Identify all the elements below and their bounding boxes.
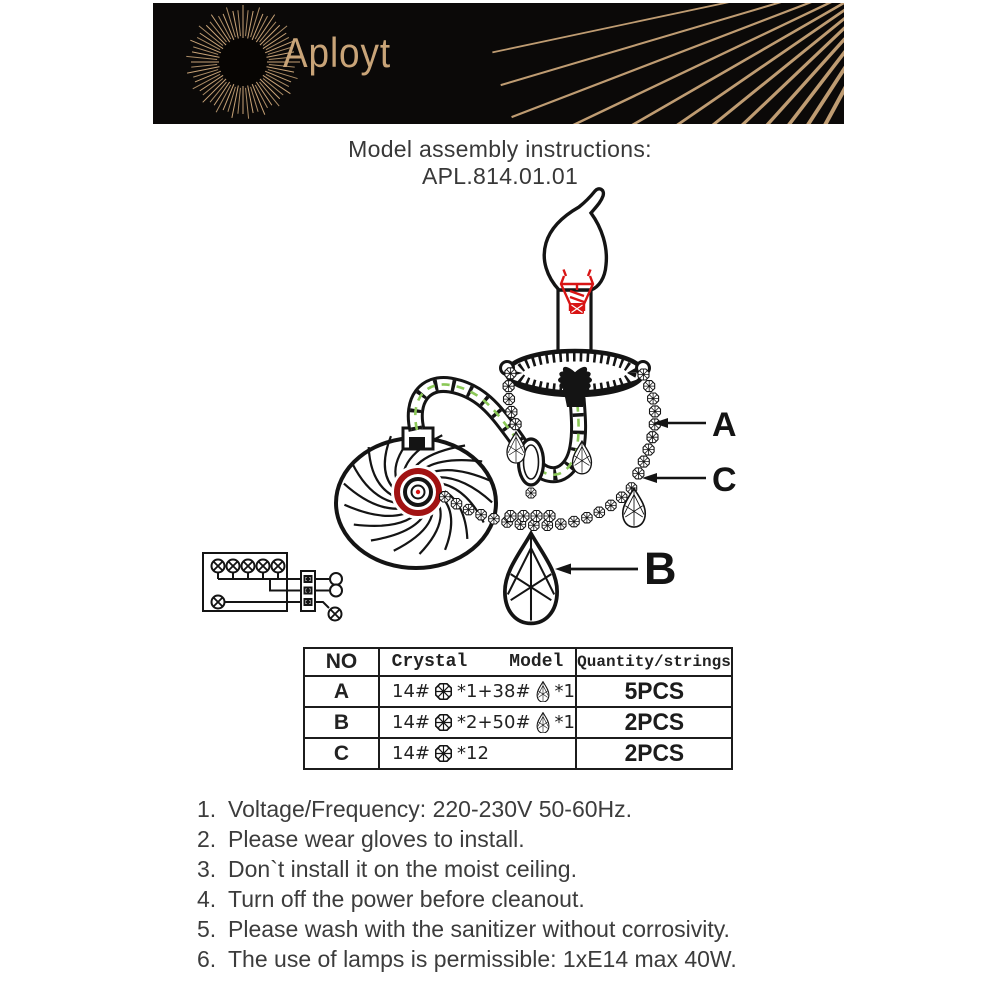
note-item — [197, 944, 737, 974]
table-header-row — [304, 648, 732, 676]
flame-bulb — [544, 189, 606, 290]
note-text: Please wear gloves to install. — [228, 825, 525, 852]
note-number: 3. — [197, 855, 217, 882]
note-number: 1. — [197, 795, 217, 822]
label-a-arrow — [653, 406, 737, 444]
label-c: C — [712, 461, 737, 499]
note-number: 4. — [197, 885, 217, 912]
corner-rays-decoration — [492, 3, 844, 124]
label-c-arrow — [642, 461, 737, 499]
header-quantity: Quantity/strings — [576, 648, 732, 676]
note-number: 5. — [197, 915, 217, 942]
label-b-arrow — [555, 543, 677, 594]
quantity-value: 2PCS — [624, 708, 684, 736]
wiring-diagram — [203, 553, 342, 621]
note-number: 6. — [197, 945, 217, 972]
teardrop-crystal-icon — [536, 712, 550, 733]
header-no: NO — [304, 648, 379, 676]
note-text: Please wash with the sanitizer without corrosivity. — [228, 915, 730, 942]
title-line: Model assembly instructions: — [348, 136, 652, 162]
wall-plate — [336, 432, 496, 568]
sunburst-center — [219, 38, 267, 86]
note-text: Don`t install it on the moist ceiling. — [228, 855, 577, 882]
note-text: Turn off the power before cleanout. — [228, 885, 585, 912]
brand-name: Aployt — [283, 29, 392, 76]
note-item — [197, 854, 737, 884]
bobeche — [501, 351, 650, 407]
table-row-a: A 14# *1+38# *1 5PCS — [304, 676, 732, 707]
label-b: B — [644, 543, 677, 594]
octagon-crystal-icon — [435, 745, 452, 762]
note-item — [197, 824, 737, 854]
large-teardrop-b — [505, 534, 557, 624]
header-crystal-model: Crystal Model — [391, 652, 564, 672]
octagon-crystal-icon — [435, 683, 452, 700]
assembly-diagram — [150, 185, 800, 645]
brand-banner — [153, 3, 844, 124]
crystal-table — [303, 647, 733, 770]
mounting-bracket — [403, 428, 433, 449]
label-a: A — [712, 406, 737, 444]
octagon-crystal-icon — [435, 714, 452, 731]
note-item — [197, 794, 737, 824]
note-text: Voltage/Frequency: 220-230V 50-60Hz. — [228, 795, 633, 822]
note-item — [197, 914, 737, 944]
quantity-value: 5PCS — [624, 677, 684, 705]
table-row-b: B 14# *2+50# *1 2PCS — [304, 707, 732, 738]
table-row-c: C 14# *12 2PCS — [304, 738, 732, 769]
page-title — [0, 136, 1000, 190]
note-item — [197, 884, 737, 914]
quantity-value: 2PCS — [624, 739, 684, 767]
note-text: The use of lamps is permissible: 1xE14 max 40W. — [228, 945, 737, 972]
banner-decor — [153, 3, 844, 124]
teardrop-crystal-icon — [536, 681, 550, 702]
note-number: 2. — [197, 825, 217, 852]
model-number: APL.814.01.01 — [421, 163, 579, 189]
notes-list — [197, 794, 737, 974]
candle-and-bulb — [544, 189, 606, 374]
